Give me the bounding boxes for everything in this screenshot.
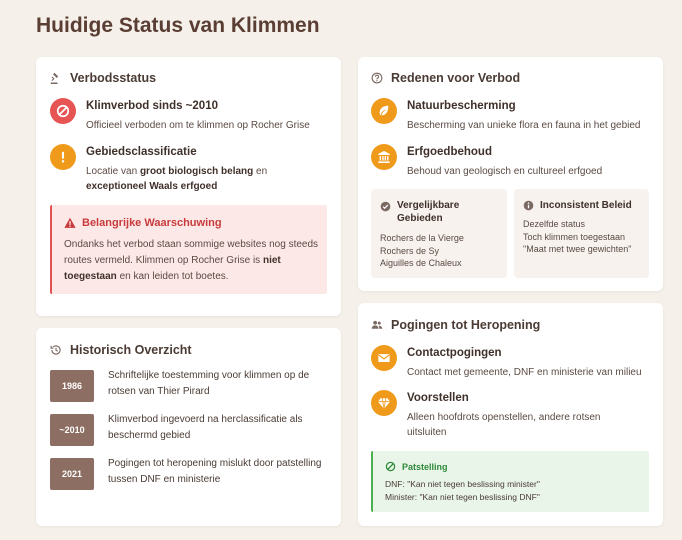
timeline-text: Pogingen tot heropening mislukt door patstelling tussen DNF en ministerie: [108, 458, 322, 485]
historisch-label: Historisch Overzicht: [70, 343, 192, 357]
redenen-label: Redenen voor Verbod: [391, 71, 521, 85]
gem-icon: [371, 390, 397, 416]
patstelling-text: [385, 478, 540, 504]
verbod-item-classificatie: [50, 144, 335, 194]
exclamation-icon: [50, 144, 76, 170]
question-circle-icon: [371, 72, 383, 84]
timeline-text: Klimverbod ingevoerd na herclassificatie als beschermd gebied: [108, 414, 303, 441]
vergelijkbare-gebieden-box: [371, 189, 507, 278]
patstelling-line: Minister: "Kan niet tegen beslissing DNF": [385, 492, 540, 502]
landmark-icon: [371, 144, 397, 170]
timeline-row: [50, 458, 328, 490]
timeline-year: 1986: [50, 370, 94, 402]
reden-item-erfgoed: [371, 144, 656, 179]
warning-box: [50, 205, 327, 294]
verbod-item-klimverbod: [50, 98, 330, 133]
list-item: Rochers de Sy: [380, 245, 440, 256]
item-text: Officieel verboden om te klimmen op Rocher Grise: [86, 120, 310, 131]
timeline-text: Schriftelijke toestemming voor klimmen op de rotsen van Thier Pirard: [108, 370, 310, 397]
timeline-year: 2021: [50, 458, 94, 490]
gavel-icon: [50, 72, 62, 84]
verbodsstatus-title: [50, 71, 156, 85]
timeline-row: [50, 370, 328, 402]
item-title: Contactpogingen: [407, 347, 502, 359]
warning-triangle-icon: [64, 217, 76, 229]
list-item: Rochers de la Vierge: [380, 233, 464, 243]
list-item: Aiguilles de Chaleux: [380, 258, 462, 268]
timeline-row: [50, 414, 328, 446]
info-circle-icon: [523, 200, 534, 211]
verbodsstatus-label: Verbodsstatus: [70, 71, 157, 85]
item-title: Gebiedsclassificatie: [86, 146, 197, 158]
reden-item-natuur: [371, 98, 656, 133]
heropening-label: Pogingen tot Heropening: [391, 318, 541, 332]
patstelling-box: [371, 451, 649, 512]
patstelling-title: Patstelling: [385, 461, 448, 472]
inconsistent-beleid-box: [514, 189, 649, 278]
heropening-item-voorstellen: [371, 390, 656, 440]
vergelijkbare-list: [380, 232, 464, 270]
ban-icon: [50, 98, 76, 124]
list-item: Toch klimmen toegestaan: [523, 231, 626, 242]
page-title: Huidige Status van Klimmen: [36, 14, 320, 37]
item-text: Locatie van groot biologisch belang en exceptioneel Waals erfgoed: [86, 166, 268, 192]
list-item: Dezelfde status: [523, 219, 586, 229]
inconsistent-title: Inconsistent Beleid: [523, 199, 632, 212]
historisch-title: [50, 343, 192, 357]
list-item: "Maat met twee gewichten": [523, 244, 632, 254]
warning-title: Belangrijke Waarschuwing: [64, 217, 222, 229]
heropening-title: [371, 318, 540, 332]
warning-text: Ondanks het verbod staan sommige websites nog steeds routes vermeld. Klimmen op Rocher Grise is niet toegestaan en kan leiden tot boetes.: [64, 239, 319, 282]
timeline-year: ~2010: [50, 414, 94, 446]
history-icon: [50, 344, 62, 356]
item-title: Natuurbescherming: [407, 100, 516, 112]
envelope-icon: [371, 345, 397, 371]
patstelling-line: DNF: "Kan niet tegen beslissing minister": [385, 479, 540, 489]
heropening-item-contact: [371, 345, 656, 380]
item-title: Voorstellen: [407, 392, 469, 404]
ban-small-icon: [385, 461, 396, 472]
vergelijkbare-title: Vergelijkbare Gebieden: [380, 199, 459, 225]
check-circle-icon: [380, 201, 391, 212]
item-text: Contact met gemeente, DNF en ministerie van milieu: [407, 367, 642, 378]
item-text: Bescherming van unieke flora en fauna in het gebied: [407, 120, 641, 131]
item-text: Behoud van geologisch en cultureel erfgoed: [407, 166, 603, 177]
redenen-title: [371, 71, 520, 85]
leaf-icon: [371, 98, 397, 124]
inconsistent-list: [523, 218, 631, 256]
item-title: Erfgoedbehoud: [407, 146, 492, 158]
item-text: Alleen hoofdrots openstellen, andere rotsen uitsluiten: [407, 412, 601, 438]
users-icon: [371, 319, 383, 331]
item-title: Klimverbod sinds ~2010: [86, 100, 218, 112]
